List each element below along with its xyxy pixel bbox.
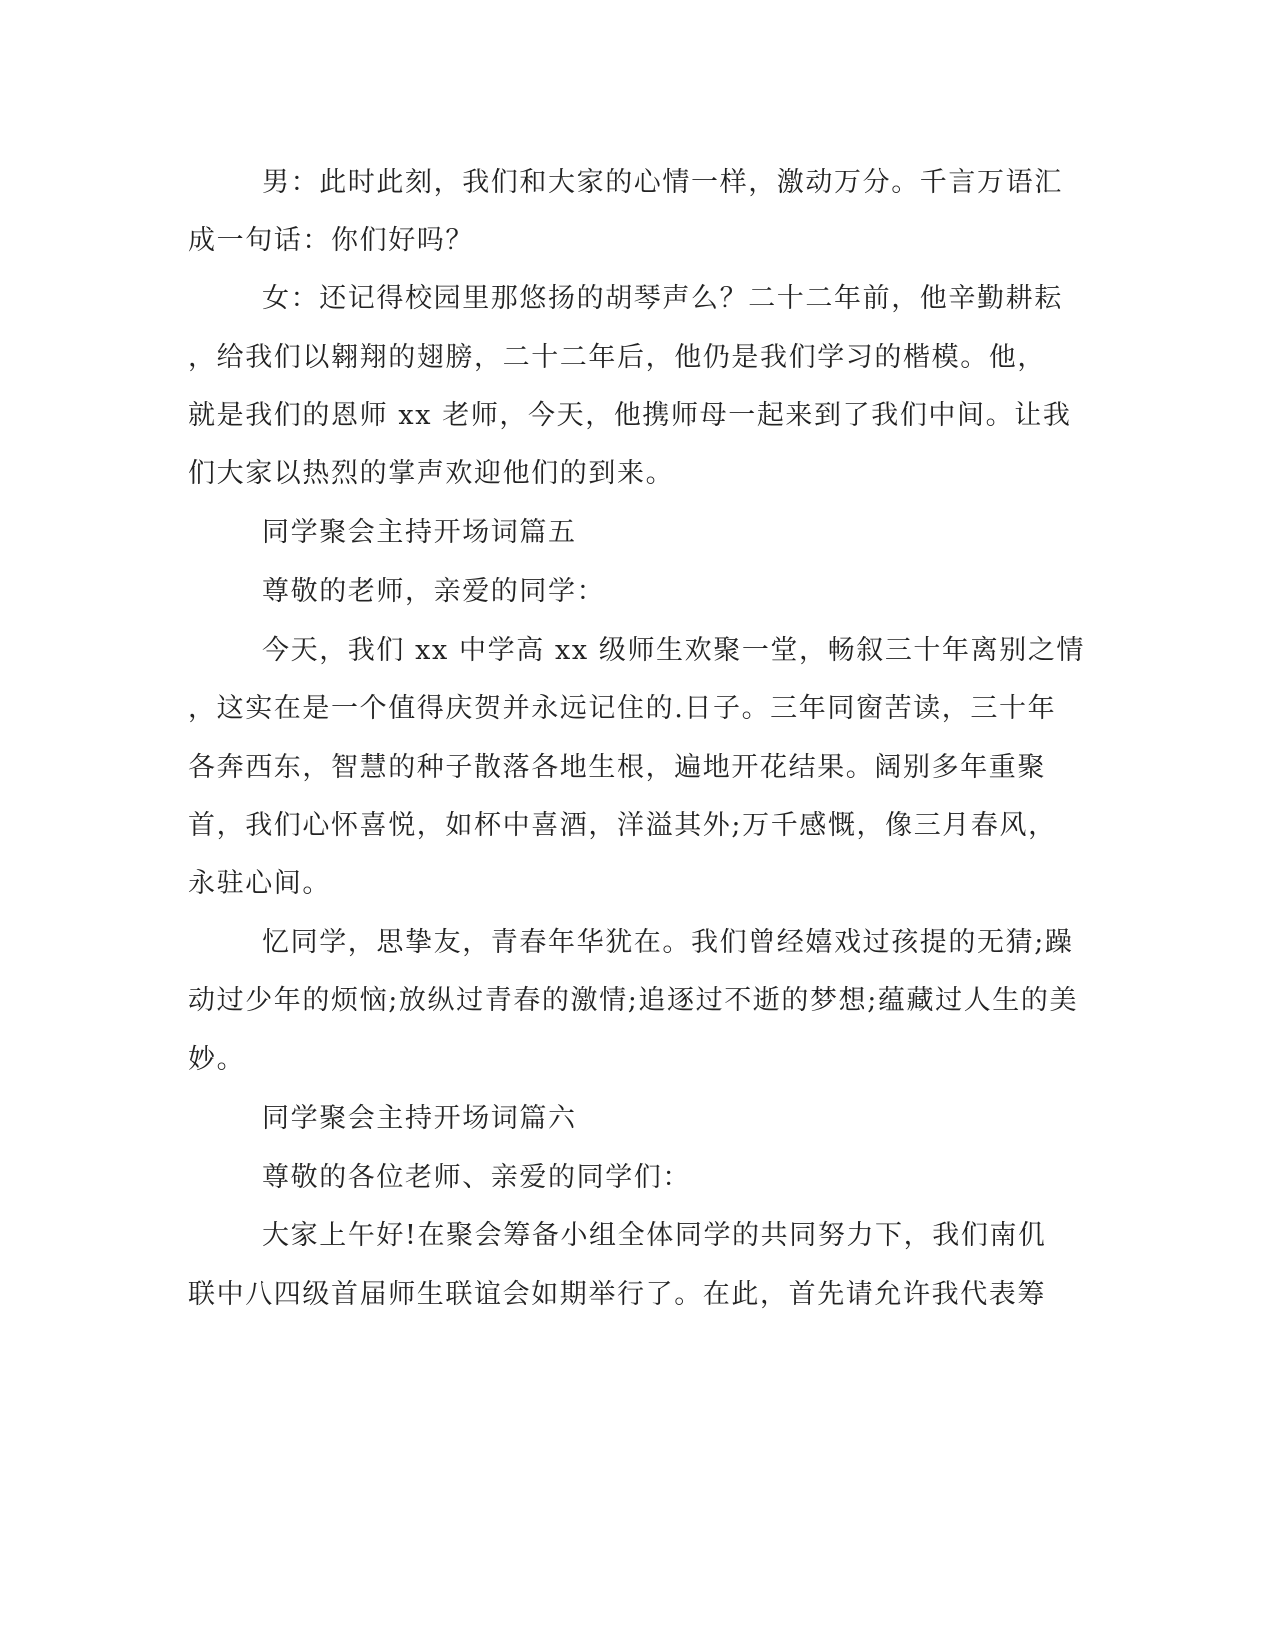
salutation: 尊敬的各位老师、亲爱的同学们： [262,1162,691,1193]
text-line: 今天，我们 xx 中学高 xx 级师生欢聚一堂，畅叙三十年离别之情 [262,635,1086,666]
text-line: 女：还记得校园里那悠扬的胡琴声么？二十二年前，他辛勤耕耘 [262,283,1063,314]
text-line: 妙。 [188,1044,246,1075]
text-line: 忆同学，思挚友，青春年华犹在。我们曾经嬉戏过孩提的无猜;躁 [262,927,1074,958]
salutation: 尊敬的老师，亲爱的同学： [262,576,606,607]
section-heading: 同学聚会主持开场词篇五 [262,517,577,548]
text-line: 们大家以热烈的掌声欢迎他们的到来。 [188,458,675,489]
text-line: 动过少年的烦恼;放纵过青春的激情;追逐过不逝的梦想;蕴藏过人生的美 [188,985,1079,1016]
text-line: 各奔西东，智慧的种子散落各地生根，遍地开花结果。阔别多年重聚 [188,752,1046,783]
text-line: 大家上午好!在聚会筹备小组全体同学的共同努力下，我们南仉 [262,1220,1047,1251]
text-line: 联中八四级首届师生联谊会如期举行了。在此，首先请允许我代表筹 [188,1279,1046,1310]
text-line: 男：此时此刻，我们和大家的心情一样，激动万分。千言万语汇 [262,167,1063,198]
text-line: 就是我们的恩师 xx 老师，今天，他携师母一起来到了我们中间。让我 [188,400,1072,431]
section-heading: 同学聚会主持开场词篇六 [262,1103,577,1134]
text-line: 永驻心间。 [188,868,331,899]
text-line: 首，我们心怀喜悦，如杯中喜酒，洋溢其外;万千感慨，像三月春风， [188,810,1057,841]
text-line: ，这实在是一个值得庆贺并永远记住的.日子。三年同窗苦读，三十年 [188,693,1057,724]
text-line: ，给我们以翱翔的翅膀，二十二年后，他仍是我们学习的楷模。他， [188,342,1046,373]
text-line: 成一句话：你们好吗？ [188,225,474,256]
